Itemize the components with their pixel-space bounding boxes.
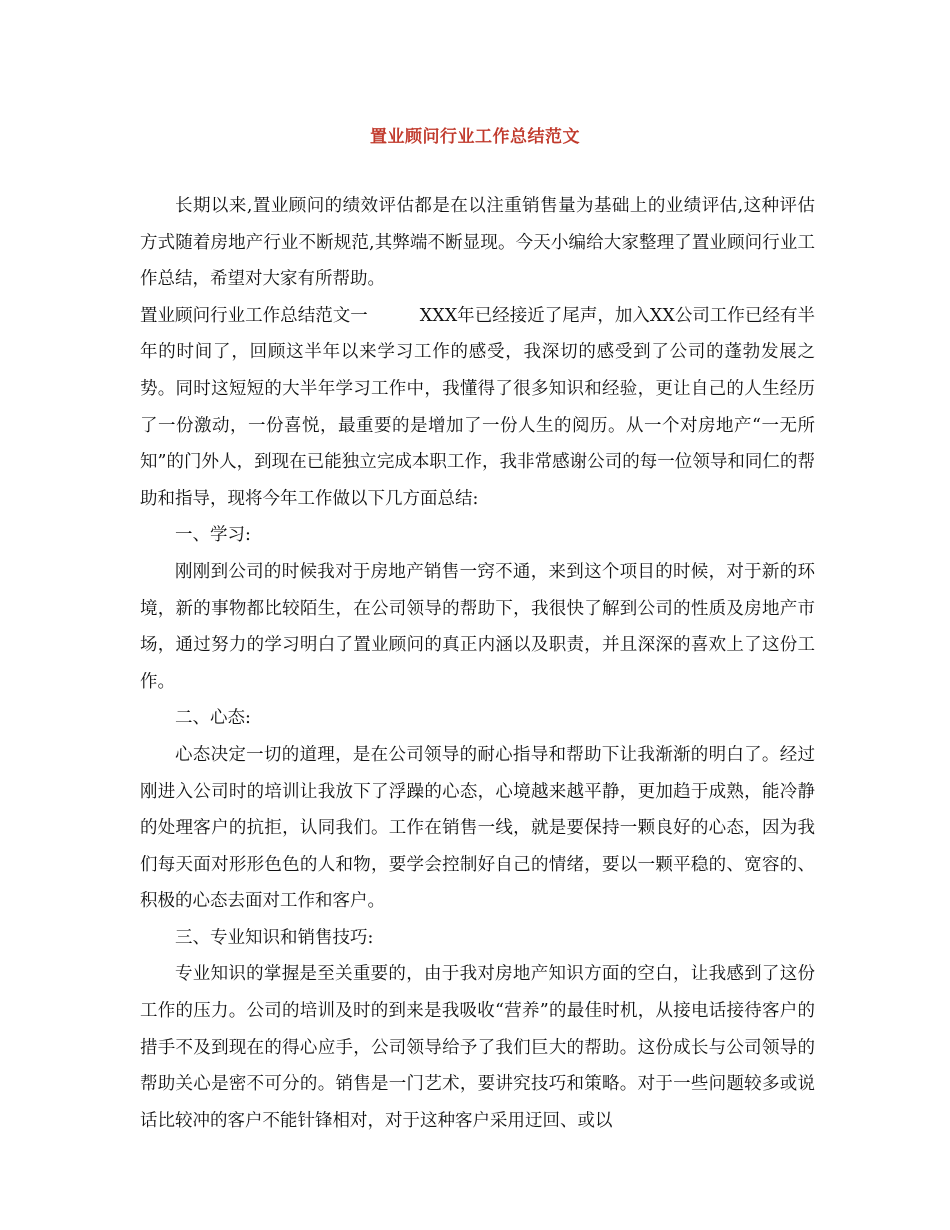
mindset-paragraph: 心态决定一切的道理，是在公司领导的耐心指导和帮助下让我渐渐的明白了。经过刚进入公司时的培训让我放下了浮躁的心态，心境越来越平静，更加趋于成熟，能冷静的处理客户的抗拒，认同我们。工作在销售一线，就是要保持一颗良好的心态，因为我们每天面对形形色色的人和物，要学会控制好自己的情绪，要以一颗平稳的、宽容的、积极的心态去面对工作和客户。 (140, 744, 815, 912)
heading-skills: 三、专业知识和销售技巧: (175, 927, 374, 948)
skills-paragraph: 专业知识的掌握是至关重要的，由于我对房地产知识方面的空白，让我感到了这份工作的压力。公司的培训及时的到来是我吸收“营养”的最佳时机，从接电话接待客户的措手不及到现在的得心应手，公司领导给予了我们巨大的帮助。这份成长与公司领导的帮助关心是密不可分的。销售是一门艺术，要讲究技巧和策略。对于一些问题较多或说话比较冲的客户不能针锋相对，对于这种客户采用迂回、或以 (140, 964, 815, 1131)
section-1-paragraph (140, 298, 815, 518)
section-1-text: XXX年已经接近了尾声，加入XX公司工作已经有半年的时间了，回顾这半年以来学习工作的感受，我深切的感受到了公司的蓬勃发展之势。同时这短短的大半年学习工作中，我懂得了很多知识和经验，更让自己的人生经历了一份激动，一份喜悦，最重要的是增加了一份人生的阅历。从一个对房地产“一无所知”的门外人，到现在已能独立完成本职工作，我非常感谢公司的每一位领导和同仁的帮助和指导，现将今年工作做以下几方面总结: (140, 305, 815, 509)
heading-mindset: 二、心态: (175, 708, 251, 729)
intro-paragraph: 长期以来,置业顾问的绩效评估都是在以注重销售量为基础上的业绩评估,这种评估方式随着房地产行业不断规范,其弊端不断显现。今天小编给大家整理了置业顾问行业工作总结，希望对大家有所帮助。 (140, 196, 815, 290)
document-body (140, 188, 815, 1139)
learning-paragraph: 刚刚到公司的时候我对于房地产销售一窍不通，来到这个项目的时候，对于新的环境，新的事物都比较陌生，在公司领导的帮助下，我很快了解到公司的性质及房地产市场，通过努力的学习明白了置业顾问的真正内涵以及职责，并且深深的喜欢上了这份工作。 (140, 561, 815, 692)
document-title: 置业顾问行业工作总结范文 (370, 127, 580, 147)
heading-learning: 一、学习: (175, 525, 251, 546)
section-1-label: 置业顾问行业工作总结范文一 (140, 305, 368, 326)
